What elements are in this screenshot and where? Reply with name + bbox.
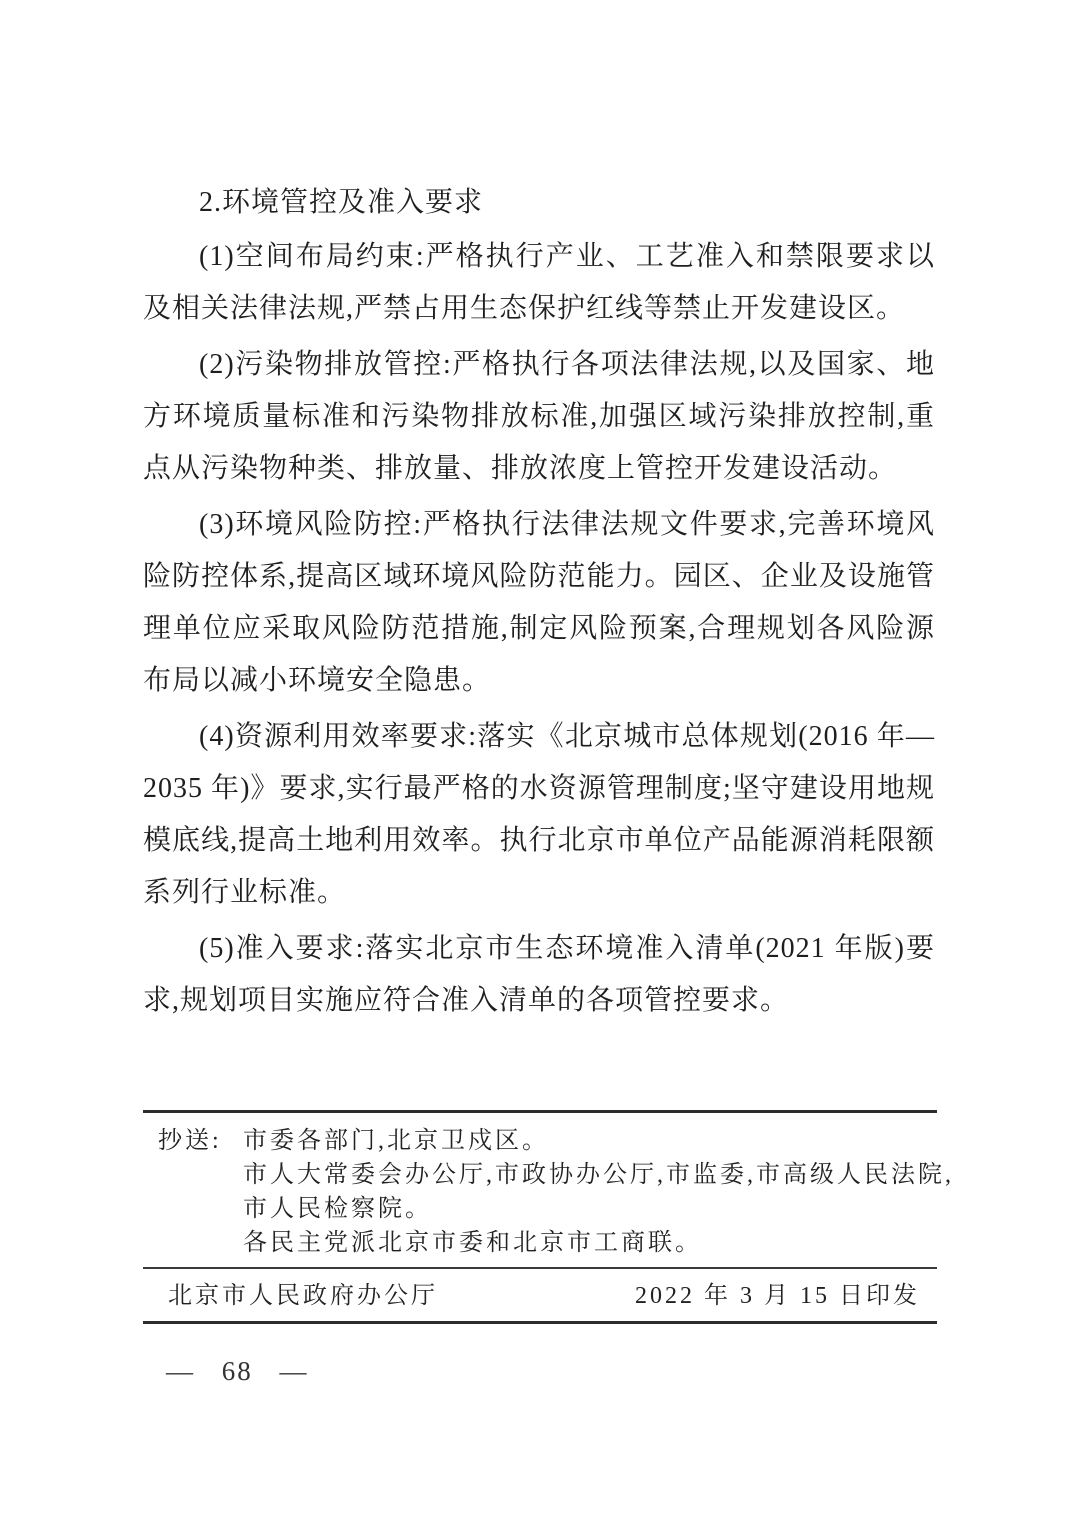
cc-block xyxy=(158,1124,954,1260)
paragraph-environmental-risk: (3)环境风险防控:严格执行法律法规文件要求,完善环境风险防控体系,提高区域环境风险防范能力。园区、企业及设施管理单位应采取风险防范措施,制定风险预案,合理规划各风险源布局以减小环境安全隐患。 xyxy=(143,509,935,696)
cc-line: 各民主党派北京市委和北京市工商联。 xyxy=(243,1230,702,1256)
cc-label: 抄送: xyxy=(158,1128,222,1154)
page-number: — 68 — xyxy=(166,1356,309,1386)
bottom-divider xyxy=(143,1321,937,1324)
cc-line: 市人民检察院。 xyxy=(243,1196,432,1222)
section-heading: 2.环境管控及准入要求 xyxy=(199,187,484,218)
issuer-row xyxy=(168,1281,920,1311)
print-date: 2022 年 3 月 15 日印发 xyxy=(635,1283,920,1309)
issuer-divider xyxy=(143,1267,937,1269)
cc-line: 市人大常委会办公厅,市政协办公厅,市监委,市高级人民法院, xyxy=(243,1162,954,1188)
cc-divider-top xyxy=(143,1110,937,1113)
paragraph-pollutant-discharge: (2)污染物排放管控:严格执行各项法律法规,以及国家、地方环境质量标准和污染物排放标准,加强区域污染排放控制,重点从污染物种类、排放量、排放浓度上管控开发建设活动。 xyxy=(143,349,935,484)
issuer-name: 北京市人民政府办公厅 xyxy=(168,1283,438,1309)
paragraph-space-layout: (1)空间布局约束:严格执行产业、工艺准入和禁限要求以及相关法律法规,严禁占用生态保护红线等禁止开发建设区。 xyxy=(143,241,935,324)
paragraph-resource-efficiency: (4)资源利用效率要求:落实《北京城市总体规划(2016 年—2035 年)》要求,实行最严格的水资源管理制度;坚守建设用地规模底线,提高土地利用效率。执行北京市单位产品能源消耗限额系列行业标准。 xyxy=(143,721,935,908)
cc-lines xyxy=(243,1124,954,1260)
paragraph-access-requirements: (5)准入要求:落实北京市生态环境准入清单(2021 年版)要求,规划项目实施应符合准入清单的各项管控要求。 xyxy=(143,933,935,1016)
cc-line: 市委各部门,北京卫戍区。 xyxy=(243,1128,549,1154)
document-body xyxy=(143,177,935,1031)
